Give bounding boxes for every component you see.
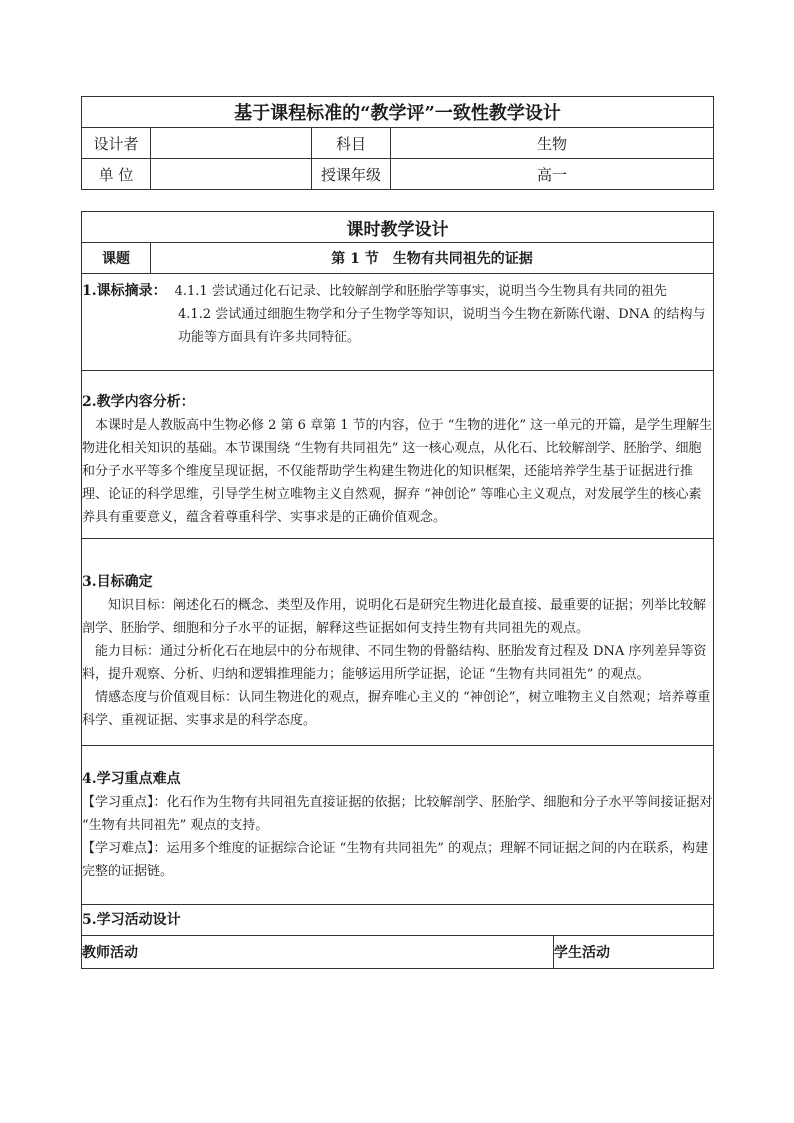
subject-label: 科目 (312, 128, 391, 159)
key-point-text: 化石作为生物有共同祖先直接证据的依据；比较解剖学、胚胎学、细胞和分子水平等间接证据对 “生物有共同祖先” 观点的支持。 (82, 795, 713, 833)
activity-heading: 5.学习活动设计 (82, 911, 181, 928)
knowledge-goal: 知识目标：阐述化石的概念、类型及作用，说明化石是研究生物进化最直接、最重要的证据；列举比较解剖学、胚胎学、细胞和分子水平的证据，解释这些证据如何支持生物有共同祖先的观点。 (82, 598, 707, 636)
focus-section (82, 746, 714, 905)
key-point (82, 791, 713, 837)
goals-heading: 3.目标确定 (82, 574, 153, 590)
header-table (81, 96, 714, 190)
designer-label: 设计者 (82, 128, 151, 159)
document-title: 基于课程标准的“教学评”一致性教学设计 (82, 97, 714, 128)
standard-4-1-1: 4.1.1 尝试通过化石记录、比较解剖学和胚胎学等事实，说明当今生物具有共同的祖先 (174, 284, 667, 299)
activity-section (82, 905, 714, 936)
ability-goal: 能力目标：通过分析化石在地层中的分布规律、不同生物的骨骼结构、胚胎发育过程及 DNA 序列差异等资料，提升观察、分析、归纳和逻辑推理能力；能够运用所学证据，论证 “生物有共同祖先” 的观点。 (82, 644, 707, 682)
standards-section (82, 274, 714, 371)
focus-heading: 4.学习重点难点 (82, 771, 181, 787)
teacher-activity-header: 教师活动 (82, 936, 554, 969)
emotion-goal: 情感态度与价值观目标：认同生物进化的观点，摒弃唯心主义的 “神创论”，树立唯物主义自然观；培养尊重科学、重视证据、实事求是的科学态度。 (82, 690, 711, 728)
unit-label: 单 位 (82, 159, 151, 190)
subject-value: 生物 (391, 128, 714, 159)
grade-label: 授课年级 (312, 159, 391, 190)
designer-value (151, 128, 312, 159)
topic-value: 第 1 节 生物有共同祖先的证据 (151, 243, 714, 274)
standard-4-1-2: 4.1.2 尝试通过细胞生物学和分子生物学等知识，说明当今生物在新陈代谢、DNA 的结构与功能等方面具有许多共同特征。 (178, 307, 706, 345)
key-point-label: 【学习重点】： (82, 795, 167, 810)
lesson-table (81, 211, 714, 969)
difficulty-label: 【学习难点】： (82, 841, 167, 856)
difficulty-text: 运用多个维度的证据综合论证 “生物有共同祖先” 的观点；理解不同证据之间的内在联系，构建完整的证据链。 (82, 841, 709, 879)
goals-section (82, 539, 714, 746)
content-section (82, 371, 714, 539)
standards-heading: 1.课标摘录： (82, 283, 167, 299)
grade-value: 高一 (391, 159, 714, 190)
unit-value (151, 159, 312, 190)
content-heading: 2.教学内容分析： (82, 394, 195, 410)
difficulty (82, 837, 713, 883)
content-text: 本课时是人教版高中生物必修 2 第 6 章第 1 节的内容，位于 “生物的进化” 这一单元的开篇，是学生理解生物进化相关知识的基础。本节课围绕 “生物有共同祖先” 这一核心观点，从化石、比较解剖学、胚胎学、细胞和分子水平等多个维度呈现证据，不仅能帮助学生构建生物进化的知识框架，还能培养学生基于证据进行推理、论证的科学思维，引导学生树立唯物主义自然观，摒弃 “神创论” 等唯心主义观点，对发展学生的核心素养具有重要意义，蕴含着尊重科学、实事求是的正确价值观念。 (82, 418, 713, 525)
topic-label: 课题 (82, 243, 151, 274)
lesson-title: 课时教学设计 (82, 212, 714, 243)
student-activity-header: 学生活动 (554, 936, 714, 969)
